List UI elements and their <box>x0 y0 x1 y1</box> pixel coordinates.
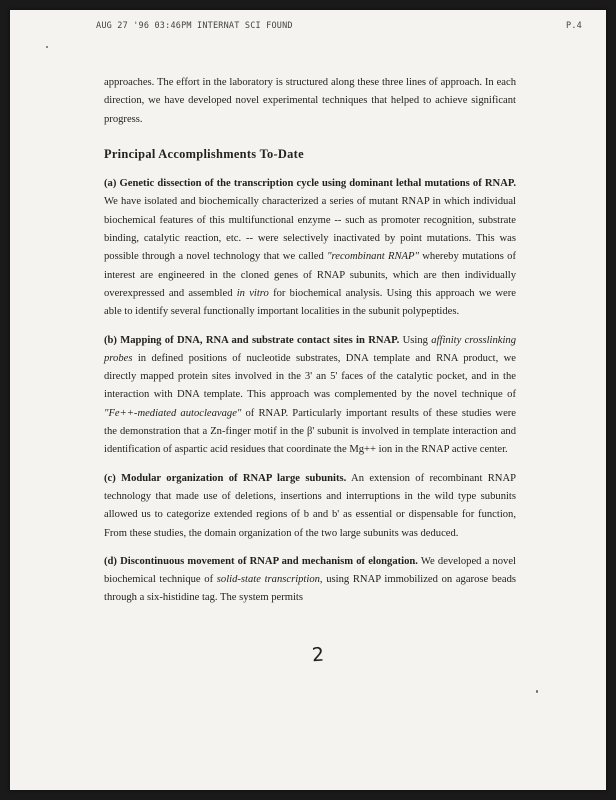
body-text: Using <box>399 334 432 346</box>
section-paragraph <box>104 553 516 608</box>
italic-text: "Fe++-mediated autocleavage" <box>104 407 242 419</box>
section-title: Principal Accomplishments To-Date <box>104 146 304 161</box>
body-text: whereby mutations of interest are engineered in the cloned genes of RNAP subunits, which are then individually overexpressed and assembled <box>104 251 516 299</box>
body-text: for biochemical analysis. Using this approach we were able to identify several functionally important localities in the subunit polypeptides. <box>104 287 516 318</box>
italic-text: "recombinant RNAP" <box>327 251 419 263</box>
sections <box>104 175 516 608</box>
body-text: We have isolated and biochemically characterized a series of mutant RNAP in which individual biochemical features of this multifunctional enzyme -- such as promoter recognition, substrate binding, catalytic reaction, etc. -- were selectively inactivated by point mutations. This was possible through a novel technology that we called <box>104 196 516 263</box>
section-paragraph <box>104 175 516 321</box>
section-lead: (d) Discontinuous movement of RNAP and mechanism of elongation. <box>104 555 418 567</box>
section-lead: (c) Modular organization of RNAP large subunits. <box>104 472 347 484</box>
intro-paragraph: approaches. The effort in the laboratory is structured along these three lines of approach. In each direction, we have developed novel experimental techniques that helped to achieve significant progress. <box>104 77 516 125</box>
body-text: , using RNAP immobilized on agarose beads through a six-histidine tag. The system permits <box>104 574 516 604</box>
section-lead: (b) Mapping of DNA, RNA and substrate contact sites in RNAP. <box>104 334 400 346</box>
body-text: of RNAP. Particularly important results of these studies were the demonstration that a Zn-finger motif in the β' subunit is involved in template interaction and identification of aspartic acid residues that coordinate the Mg++ ion in the RNAP active center. <box>104 407 516 456</box>
fax-page-label: P.4 <box>566 21 582 31</box>
section-paragraph <box>104 470 516 543</box>
italic-text: affinity crosslinking probes <box>104 334 516 364</box>
italic-text: solid-state transcription <box>216 574 320 586</box>
fax-header <box>96 21 582 31</box>
fax-line: AUG 27 '96 03:46PM INTERNAT SCI FOUND <box>96 21 293 31</box>
handwritten-page-number: 2 <box>311 643 325 667</box>
section-lead: (a) Genetic dissection of the transcription cycle using dominant lethal mutations of RNAP. <box>104 178 516 190</box>
body-text <box>104 74 516 608</box>
italic-text: in vitro <box>236 287 269 299</box>
body-text: in defined positions of nucleotide substrates, DNA template and RNA product, we directly mapped protein sites involved in the 3' an 5' faces of the catalytic pocket, and in the interaction with DNA template. This approach was complemented by the novel technique of <box>104 352 516 401</box>
document-page <box>10 10 606 790</box>
scan-speck <box>46 46 48 48</box>
section-paragraph <box>104 332 516 460</box>
body-text: An extension of recombinant RNAP technology that made use of deletions, insertions and interruptions in the wild type subunits allowed us to categorize extended regions of b and b' as essential or dispensable for function, From these studies, the domain organization of the two large subunits was deduced. <box>104 472 516 539</box>
body-text: We developed a novel biochemical technique of <box>104 555 516 586</box>
scan-speck <box>536 690 538 693</box>
